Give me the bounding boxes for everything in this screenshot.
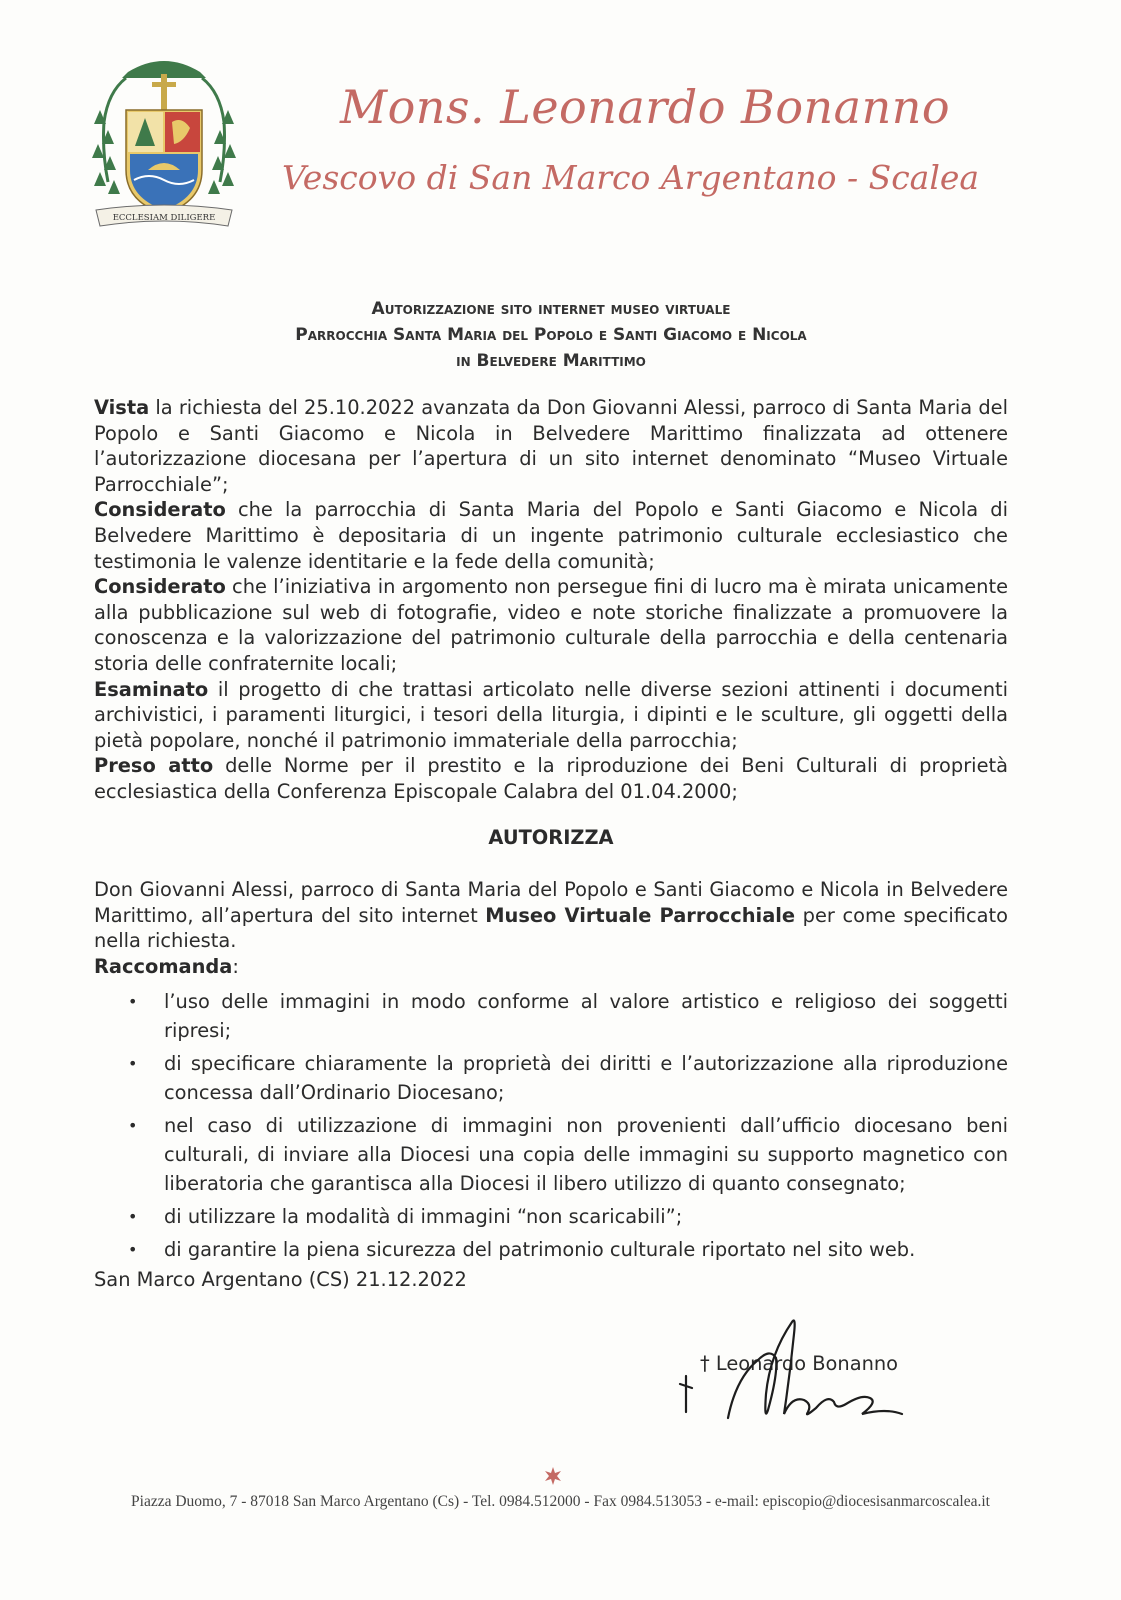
paragraph-considerato-2 [94,574,1008,676]
authorization-after: per come specificato nella richiesta. [94,903,1008,953]
autorizza-heading: AUTORIZZA [488,826,614,849]
place-date: San Marco Argentano (CS) 21.12.2022 [94,1268,467,1291]
paragraph-text: che la parrocchia di Santa Maria del Popolo e Santi Giacomo e Nicola di Belvedere Marittimo è depositaria di un ingente patrimonio culturale ecclesiastico che testimonia le valenze identitarie e la fede della comunità; [94,498,1008,573]
footer-contacts: Piazza Duomo, 7 - 87018 San Marco Argentano (Cs) - Tel. 0984.512000 - Fax 0984.513053 - e-mail: episcopio@diocesisanmarcoscalea.it [131,1493,990,1510]
raccomanda-label: Raccomanda [94,954,233,978]
list-item-text: di specificare chiaramente la proprietà dei diritti e l’autorizzazione alla riproduzione concessa dall’Ordinario Diocesano; [164,1052,1008,1105]
bullet-icon: • [128,1054,138,1074]
bullet-icon: • [128,1207,138,1227]
bullet-icon: • [128,1116,138,1136]
paragraph-considerato-1 [94,497,1008,574]
list-item-text: di garantire la piena sicurezza del patrimonio culturale riportato nel sito web. [164,1238,916,1262]
heading-line-2: Parrocchia Santa Maria del Popolo e Santi Giacomo e Nicola [295,325,807,345]
list-item-text: nel caso di utilizzazione di immagini non provenienti dall’ufficio diocesano beni culturali, di inviare alla Diocesi una copia delle immagini su supporto magnetico con liberatoria che garantisca alla Diocesi il libero utilizzo di quanto consegnato; [164,1114,1008,1196]
raccomanda-line [94,954,1008,980]
authorization-text [94,877,1008,954]
list-item [94,1235,1008,1264]
authorization-site-name: Museo Virtuale Parrocchiale [485,903,796,927]
paragraph-text: che l’iniziativa in argomento non persegue fini di lucro ma è mirata unicamente alla pubblicazione sul web di fotografie, video e note storiche finalizzate a promuovere la conoscenza e la valorizzazione del patrimonio culturale della parrocchia e della centenaria storia delle confraternite locali; [94,575,1008,675]
authorization-section [94,877,1008,1268]
heading-line-3: in Belvedere Marittimo [456,351,646,371]
paragraph-esaminato [94,677,1008,754]
list-item [94,987,1008,1045]
paragraph-text: la richiesta del 25.10.2022 avanzata da Don Giovanni Alessi, parroco di Santa Maria del Popolo e Santi Giacomo e Nicola in Belvedere Marittimo finalizzata ad ottenere l’autorizzazione diocesana per l’apertura di un sito internet denominato “Museo Virtuale Parrocchiale”; [94,396,1008,496]
heading-line-1: Autorizzazione sito internet museo virtuale [371,299,731,319]
crest-motto: ECCLESIAM DILIGERE [112,213,216,223]
document-heading [94,296,1008,374]
raccomanda-colon: : [232,954,239,978]
list-item [94,1049,1008,1107]
list-item [94,1111,1008,1198]
authorization-before: Don Giovanni Alessi, parroco di Santa Maria del Popolo e Santi Giacomo e Nicola in Belvedere Marittimo, all’apertura del sito internet [94,878,1008,927]
paragraph-lead: Considerato [94,498,226,522]
paragraph-lead: Esaminato [94,677,209,701]
paragraph-vista [94,395,1008,497]
handwritten-signature-icon [666,1314,926,1432]
list-item-text: l’uso delle immagini in modo conforme al valore artistico e religioso dei soggetti ripresi; [164,990,1008,1043]
paragraph-text: delle Norme per il prestito e la riproduzione dei Beni Culturali di proprietà ecclesiastica della Conferenza Episcopale Calabra del 01.04.2000; [94,754,1008,803]
signer-name: † Leonardo Bonanno [700,1352,899,1375]
paragraph-lead: Vista [94,396,150,419]
list-item-text: di utilizzare la modalità di immagini “non scaricabili”; [164,1205,683,1229]
paragraph-text: il progetto di che trattasi articolato nelle diverse sezioni attinenti i documenti archivistici, i paramenti liturgici, i tesori della liturgia, i dipinti e le sculture, gli oggetti della pietà popolare, nonché il patrimonio immateriale della parrocchia; [94,677,1008,752]
paragraph-lead: Preso atto [94,754,214,778]
cross-icon [543,1466,563,1486]
coat-of-arms-icon [88,52,240,232]
recommendations-list [94,987,1008,1264]
letterhead-name: Mons. Leonardo Bonanno [340,80,951,134]
bullet-icon: • [128,992,138,1012]
paragraph-lead: Considerato [94,575,226,599]
preamble [94,395,1008,805]
list-item [94,1202,1008,1231]
bullet-icon: • [128,1240,138,1260]
paragraph-preso-atto [94,753,1008,804]
letterhead-title: Vescovo di San Marco Argentano - Scalea [282,158,980,197]
